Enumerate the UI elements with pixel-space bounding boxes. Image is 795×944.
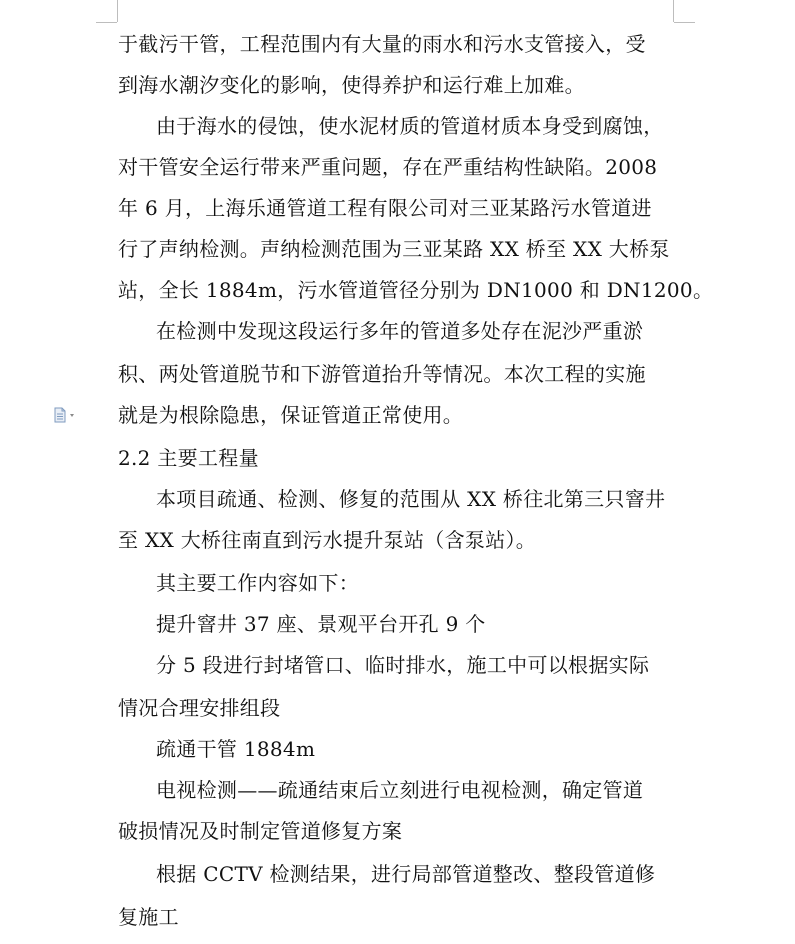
text-line: 积、两处管道脱节和下游管道抬升等情况。本次工程的实施 [118, 362, 646, 386]
document-dropdown-icon[interactable] [53, 407, 77, 423]
text-line: 电视检测——疏通结束后立刻进行电视检测，确定管道 [156, 778, 644, 802]
text-line: 根据 CCTV 检测结果，进行局部管道整改、整段管道修 [156, 862, 656, 886]
text-line: 到海水潮汐变化的影响，使得养护和运行难上加难。 [118, 73, 585, 97]
text-line: 在检测中发现这段运行多年的管道多处存在泥沙严重淤 [156, 319, 644, 343]
text-line: 提升窨井 37 座、景观平台开孔 9 个 [156, 612, 486, 636]
text-line: 情况合理安排组段 [118, 696, 281, 720]
text-line: 本项目疏通、检测、修复的范围从 XX 桥往北第三只窨井 [156, 487, 666, 511]
text-line: 其主要工作内容如下： [156, 571, 359, 595]
text-line: 疏通干管 1884m [156, 737, 316, 761]
text-line: 于截污干管，工程范围内有大量的雨水和污水支管接入，受 [118, 32, 646, 56]
text-line: 行了声纳检测。声纳检测范围为三亚某路 XX 桥至 XX 大桥泵 [118, 237, 670, 261]
text-line: 对干管安全运行带来严重问题，存在严重结构性缺陷。2008 [118, 155, 658, 179]
text-line: 至 XX 大桥往南直到污水提升泵站（含泵站）。 [118, 528, 537, 552]
text-line: 破损情况及时制定管道修复方案 [118, 819, 403, 843]
text-line: 复施工 [118, 905, 179, 929]
text-line: 分 5 段进行封堵管口、临时排水，施工中可以根据实际 [156, 653, 650, 677]
text-line: 年 6 月，上海乐通管道工程有限公司对三亚某路污水管道进 [118, 196, 652, 220]
text-line: 站，全长 1884m，污水管道管径分别为 DN1000 和 DN1200。 [118, 278, 714, 302]
section-heading: 2.2 主要工程量 [118, 446, 259, 470]
text-line: 由于海水的侵蚀，使水泥材质的管道材质本身受到腐蚀， [156, 114, 664, 138]
text-line: 就是为根除隐患，保证管道正常使用。 [118, 403, 464, 427]
